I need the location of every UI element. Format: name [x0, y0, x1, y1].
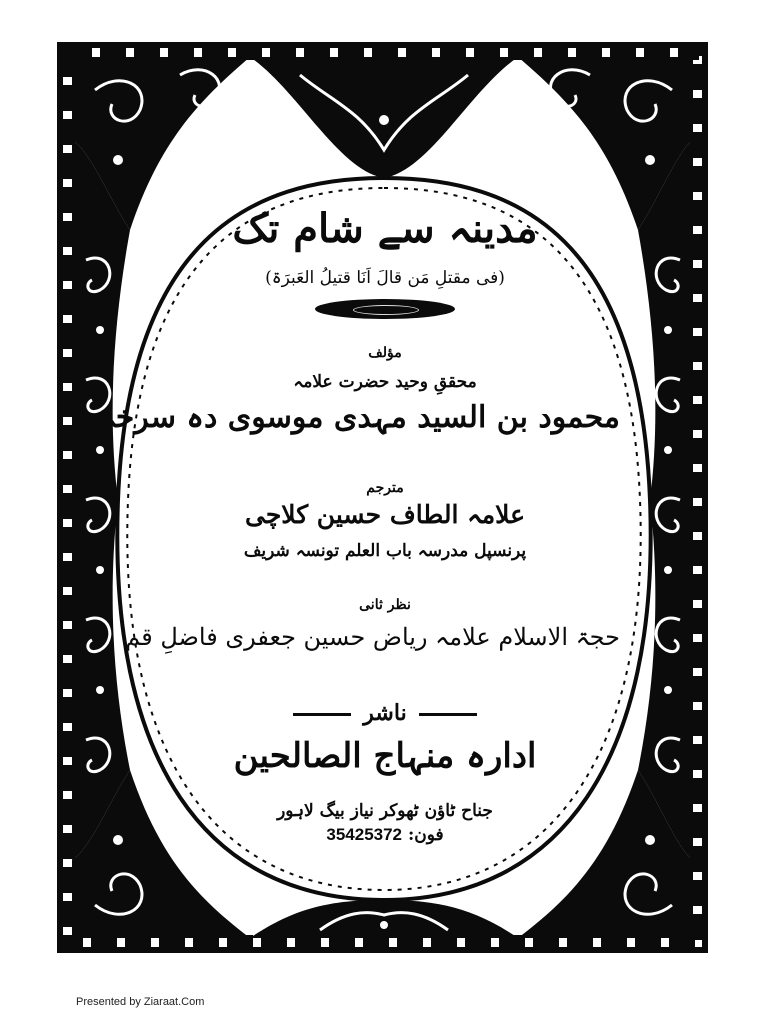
author-name: محمود بن السید مہدی موسوی دہ سرخی [90, 400, 620, 435]
phone-number: 35425372 [326, 825, 403, 844]
publisher-name: ادارہ منہاج الصالحین [233, 736, 537, 776]
publisher-address: جناح ٹاؤن ٹھوکر نیاز بیگ لاہور [277, 801, 493, 821]
publisher-label-row [150, 700, 620, 726]
book-subtitle: (فی مقتلِ مَن قالَ اَنَا قتیلُ العَبرَۃ) [265, 268, 505, 288]
divider-dash [293, 713, 351, 716]
book-title: مدینہ سے شام تک [232, 205, 538, 252]
reviewer-label: نظر ثانی [359, 597, 411, 613]
publisher-phone-row [150, 825, 620, 845]
publisher-label: ناشر [363, 700, 407, 726]
author-honorific: محققِ وحید حضرت علامہ [293, 372, 477, 392]
phone-label: فون: [407, 825, 444, 845]
footer-credit: Presented by Ziaraat.Com [76, 996, 205, 1008]
title-content [90, 195, 620, 915]
author-label: مؤلف [368, 345, 402, 361]
ornament-badge [315, 299, 455, 319]
translator-name: علامہ الطاف حسین کلاچی [244, 500, 526, 529]
reviewer-name: حجۃ الاسلام علامہ ریاض حسین جعفری فاضلِ قم [125, 623, 620, 651]
translator-description: پرنسپل مدرسہ باب العلم تونسہ شریف [243, 541, 527, 561]
divider-dash [419, 713, 477, 716]
translator-label: مترجم [366, 480, 404, 496]
